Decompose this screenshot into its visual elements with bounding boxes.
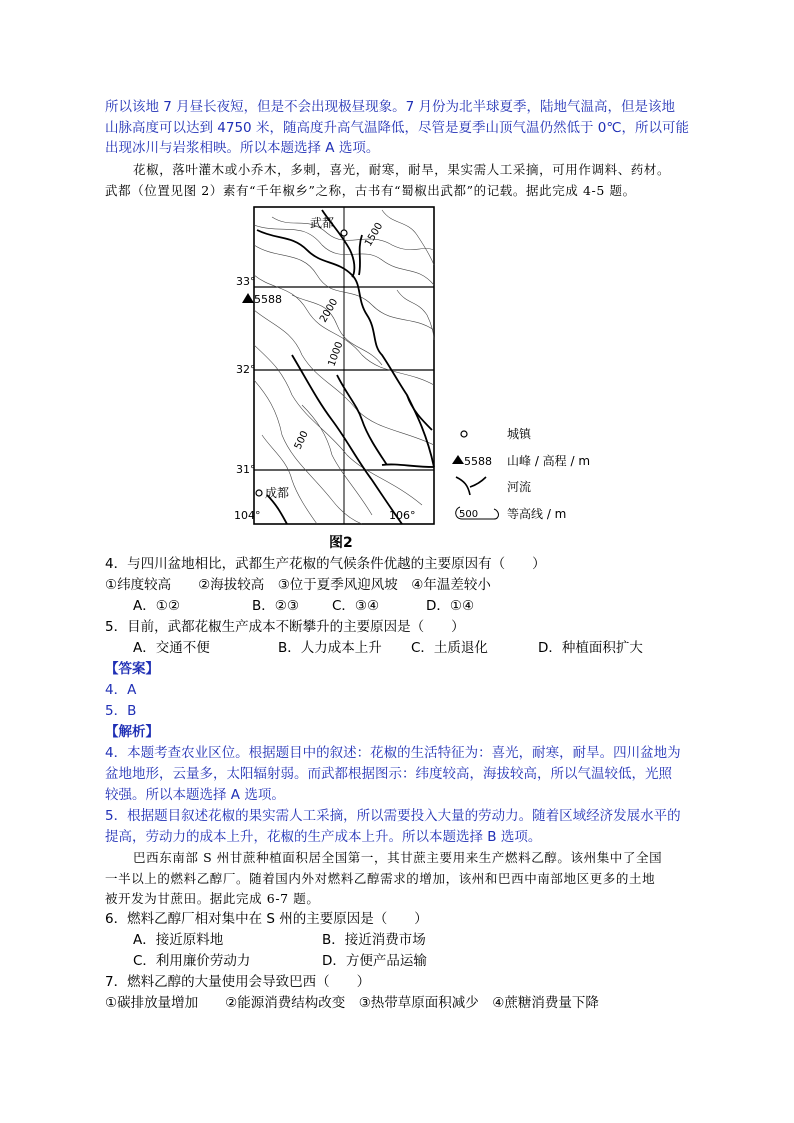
analysis-5-line: 5．根据题目叙述花椒的果实需人工采摘，所以需要投入大量的劳动力。随着区域经济发展水平的	[105, 808, 681, 824]
question-5-option-d: D．种植面积扩大	[538, 640, 643, 656]
question-4-statements: ①纬度较高 ②海拔较高 ③位于夏季风迎风坡 ④年温差较小	[105, 577, 491, 593]
lon-104-label: 104°	[234, 509, 261, 522]
figure-caption: 图2	[329, 535, 353, 550]
analysis-4-line: 4．本题考查农业区位。根据题目中的叙述：花椒的生活特征为：喜光，耐寒，耐旱。四川盆地为	[105, 745, 681, 761]
question-5-stem: 5．目前，武都花椒生产成本不断攀升的主要原因是（ ）	[105, 619, 465, 635]
analysis-line: 山脉高度可以达到 4750 米，随高度升高气温降低，尽管是夏季山顶气温仍然低于 0℃，所以可能	[105, 120, 689, 136]
figure-2	[232, 205, 612, 550]
contour-2000-label: 2000	[318, 296, 341, 325]
map-legend	[452, 426, 590, 521]
answer-header: 【答案】	[105, 661, 159, 677]
question-5-option-a: A．交通不便	[133, 640, 210, 656]
intro-line: 一半以上的燃料乙醇厂。随着国内外对燃料乙醇需求的增加，该州和巴西中南部地区更多的土地	[105, 871, 656, 886]
intro-line: 花椒，落叶灌木或小乔木，多刺，喜光，耐寒，耐旱，果实需人工采摘，可用作调料、药材。	[133, 162, 671, 177]
town-marker-chengdu	[256, 490, 262, 496]
question-6-stem: 6．燃料乙醇厂相对集中在 S 州的主要原因是（ ）	[105, 911, 428, 927]
contour-1000-label: 1000	[326, 340, 346, 369]
legend-peak-value: 5588	[464, 455, 492, 468]
intro-line: 巴西东南部 S 州甘蔗种植面积居全国第一，其甘蔗主要用来生产燃料乙醇。该州集中了全国	[133, 850, 663, 865]
question-6-option-c: C．利用廉价劳动力	[133, 953, 251, 969]
contour-500-label: 500	[292, 429, 311, 452]
question-6-option-b: B．接近消费市场	[322, 932, 426, 948]
question-4-option-a: A．①②	[133, 598, 180, 614]
question-4-option-b: B．②③	[252, 598, 299, 614]
analysis-4-line: 盆地地形，云量多，太阳辐射弱。而武都根据图示：纬度较高，海拔较高，所以气温较低，光照	[105, 766, 672, 782]
contour-1500-label: 1500	[363, 220, 386, 249]
answer-5: 5．B	[105, 703, 137, 719]
city-chengdu-label: 成都	[265, 486, 290, 500]
lat-32-label: 32°	[236, 363, 256, 376]
analysis-5-line: 提高，劳动力的成本上升，花椒的生产成本上升。所以本题选择 B 选项。	[105, 829, 542, 845]
intro-line: 被开发为甘蔗田。据此完成 6-7 题。	[105, 891, 320, 906]
legend-town-symbol	[461, 431, 467, 437]
city-wudu-label: 武都	[310, 216, 335, 230]
answer-4: 4．A	[105, 682, 137, 698]
question-4-option-c: C．③④	[332, 598, 380, 614]
analysis-line: 出现冰川与岩浆相映。所以本题选择 A 选项。	[105, 140, 380, 156]
question-7-stem: 7．燃料乙醇的大量使用会导致巴西（ ）	[105, 974, 371, 990]
legend-town-label: 城镇	[507, 427, 532, 441]
legend-river-label: 河流	[507, 480, 532, 494]
question-4-stem: 4．与四川盆地相比，武都生产花椒的气候条件优越的主要原因有（ ）	[105, 556, 546, 572]
question-5-option-c: C．土质退化	[411, 640, 488, 656]
question-7-statements: ①碳排放量增加 ②能源消费结构改变 ③热带草原面积减少 ④蔗糖消费量下降	[105, 995, 599, 1011]
question-5-option-b: B．人力成本上升	[278, 640, 382, 656]
analysis-4-line: 较强。所以本题选择 A 选项。	[105, 787, 285, 803]
analysis-header: 【解析】	[105, 724, 159, 740]
question-4-option-d: D．①④	[426, 598, 475, 614]
legend-contour-label: 等高线 / m	[507, 507, 567, 521]
lat-33-label: 33°	[236, 275, 256, 288]
lat-31-label: 31°	[236, 463, 256, 476]
question-6-option-d: D．方便产品运输	[322, 953, 427, 969]
lon-106-label: 106°	[389, 509, 416, 522]
legend-contour-value: 500	[459, 509, 479, 520]
map-svg	[232, 205, 612, 550]
legend-peak-label: 山峰 / 高程 / m	[507, 454, 591, 468]
intro-line: 武都（位置见图 2）素有“千年椒乡”之称，古书有“蜀椒出武都”的记载。据此完成 4-5 题。	[105, 183, 636, 198]
analysis-line: 所以该地 7 月昼长夜短，但是不会出现极昼现象。7 月份为北半球夏季，陆地气温高，但是该地	[105, 99, 676, 115]
legend-river-symbol	[456, 477, 486, 495]
peak-value: 5588	[254, 293, 282, 306]
peak-marker	[242, 293, 254, 303]
legend-peak-symbol	[452, 455, 464, 464]
question-6-option-a: A．接近原料地	[133, 932, 224, 948]
town-marker-wudu	[341, 230, 347, 236]
